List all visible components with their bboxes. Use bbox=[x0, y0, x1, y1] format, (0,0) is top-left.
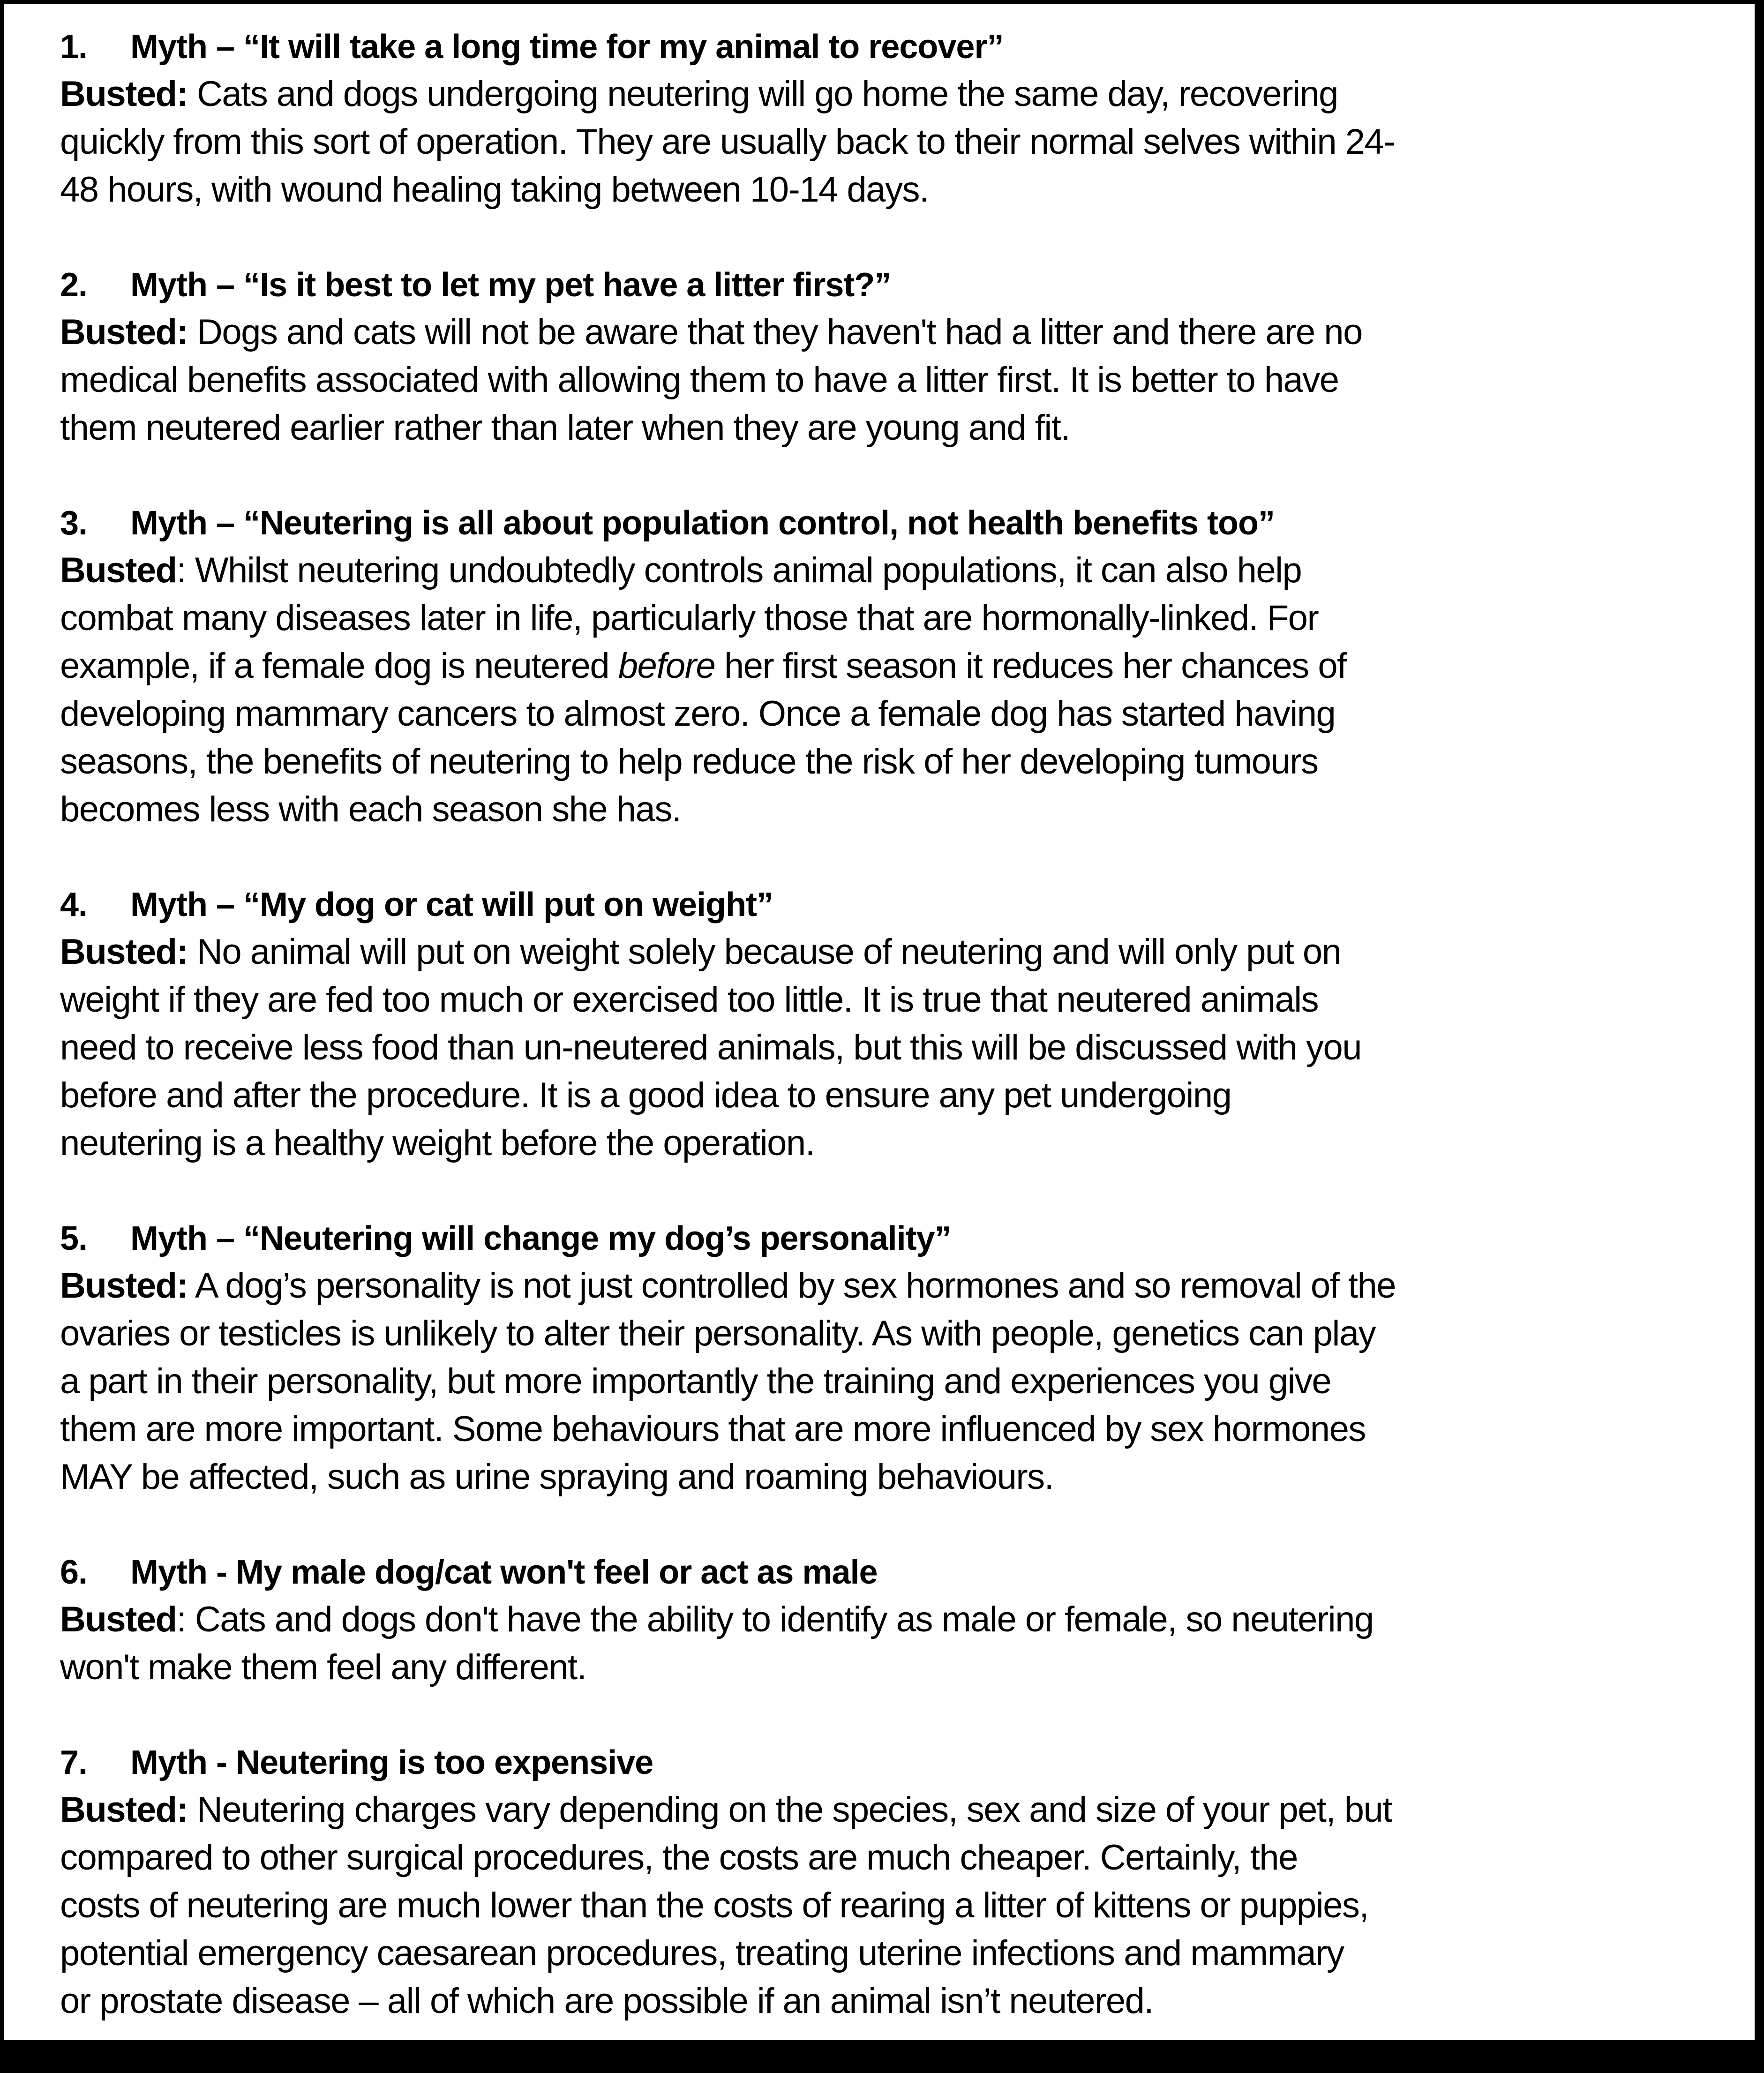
myth-item-5 bbox=[60, 1215, 1729, 1501]
busted-line bbox=[60, 70, 1729, 118]
body-line: compared to other surgical procedures, the costs are much cheaper. Certainly, the bbox=[60, 1838, 1298, 1878]
body-text: example, if a female dog is neutered bbox=[60, 646, 618, 686]
body-line: potential emergency caesarean procedures, treating uterine infections and mammary bbox=[60, 1933, 1344, 1973]
busted-line bbox=[60, 547, 1729, 594]
body-line: quickly from this sort of operation. They are usually back to their normal selves within 24- bbox=[60, 122, 1395, 162]
busted-label: Busted: bbox=[60, 74, 188, 114]
busted-text: No animal will put on weight solely because of neutering and will only put on bbox=[188, 932, 1341, 972]
myth-title: Myth – “My dog or cat will put on weight” bbox=[130, 886, 773, 924]
myth-heading bbox=[60, 262, 1729, 308]
emphasis-text: before bbox=[618, 646, 715, 686]
body-line: won't make them feel any different. bbox=[60, 1647, 586, 1687]
busted-label: Busted: bbox=[60, 1266, 188, 1306]
body-line: costs of neutering are much lower than the costs of rearing a litter of kittens or puppies, bbox=[60, 1885, 1369, 1925]
myth-heading bbox=[60, 1549, 1729, 1596]
busted-line bbox=[60, 1786, 1729, 1834]
body-line: seasons, the benefits of neutering to help reduce the risk of her developing tumours bbox=[60, 742, 1318, 781]
myth-title: Myth - Neutering is too expensive bbox=[130, 1744, 653, 1781]
body-line: need to receive less food than un-neutered animals, but this will be discussed with you bbox=[60, 1028, 1362, 1067]
busted-label: Busted bbox=[60, 1600, 177, 1639]
myth-heading bbox=[60, 881, 1729, 928]
busted-text: A dog’s personality is not just controlled by sex hormones and so removal of the bbox=[188, 1266, 1396, 1306]
body-line: weight if they are fed too much or exercised too little. It is true that neutered animals bbox=[60, 980, 1319, 1020]
busted-text: Neutering charges vary depending on the species, sex and size of your pet, but bbox=[188, 1790, 1392, 1830]
myth-number: 6. bbox=[60, 1554, 88, 1591]
busted-text: Cats and dogs don't have the ability to identify as male or female, so neutering bbox=[186, 1600, 1374, 1639]
body-line: or prostate disease – all of which are possible if an animal isn’t neutered. bbox=[60, 1981, 1154, 2021]
body-line: becomes less with each season she has. bbox=[60, 789, 681, 829]
myth-item-6 bbox=[60, 1549, 1729, 1691]
body-line: developing mammary cancers to almost zero. Once a female dog has started having bbox=[60, 694, 1336, 734]
busted-text: Dogs and cats will not be aware that they haven't had a litter and there are no bbox=[188, 312, 1362, 352]
busted-line bbox=[60, 928, 1729, 976]
myths-list bbox=[60, 23, 1729, 2073]
myth-heading bbox=[60, 500, 1729, 547]
busted-line bbox=[60, 308, 1729, 356]
myth-number: 3. bbox=[60, 504, 88, 542]
myth-title: Myth – “Neutering is all about population control, not health benefits too” bbox=[130, 504, 1275, 542]
body-line: before and after the procedure. It is a good idea to ensure any pet undergoing bbox=[60, 1075, 1231, 1115]
myth-number: 7. bbox=[60, 1744, 88, 1781]
body-line: 48 hours, with wound healing taking between 10-14 days. bbox=[60, 170, 929, 210]
myth-title: Myth – “Is it best to let my pet have a litter first?” bbox=[130, 266, 891, 304]
myth-item-7 bbox=[60, 1739, 1729, 2025]
busted-text: Whilst neutering undoubtedly controls animal populations, it can also help bbox=[186, 550, 1302, 590]
body-line: combat many diseases later in life, particularly those that are hormonally-linked. For bbox=[60, 598, 1319, 638]
busted-label: Busted: bbox=[60, 932, 188, 972]
busted-line bbox=[60, 1262, 1729, 1310]
document-page bbox=[4, 4, 1755, 2040]
body-line: a part in their personality, but more importantly the training and experiences you give bbox=[60, 1361, 1331, 1401]
busted-label: Busted: bbox=[60, 312, 188, 352]
myth-number: 2. bbox=[60, 266, 88, 304]
busted-colon: : bbox=[176, 550, 186, 590]
body-line: them neutered earlier rather than later when they are young and fit. bbox=[60, 408, 1070, 448]
busted-line bbox=[60, 1596, 1729, 1644]
myth-number: 5. bbox=[60, 1220, 88, 1257]
myth-title: Myth – “It will take a long time for my animal to recover” bbox=[130, 28, 1004, 66]
myth-number: 1. bbox=[60, 28, 88, 66]
body-line: ovaries or testicles is unlikely to alter their personality. As with people, genetics can play bbox=[60, 1314, 1376, 1353]
busted-label: Busted: bbox=[60, 1790, 188, 1830]
myth-heading bbox=[60, 1215, 1729, 1262]
myth-item-3 bbox=[60, 500, 1729, 834]
body-text: her first season it reduces her chances of bbox=[715, 646, 1346, 686]
body-line bbox=[60, 642, 1729, 690]
body-line: medical benefits associated with allowing them to have a litter first. It is better to have bbox=[60, 360, 1339, 400]
busted-colon: : bbox=[176, 1600, 186, 1639]
myth-heading bbox=[60, 23, 1729, 70]
busted-label: Busted bbox=[60, 550, 177, 590]
myth-title: Myth – “Neutering will change my dog’s personality” bbox=[130, 1220, 951, 1257]
myth-item-1 bbox=[60, 23, 1729, 214]
myth-number: 4. bbox=[60, 886, 88, 924]
myth-heading bbox=[60, 1739, 1729, 1786]
myth-item-4 bbox=[60, 881, 1729, 1167]
body-line: neutering is a healthy weight before the operation. bbox=[60, 1123, 815, 1163]
body-line: MAY be affected, such as urine spraying and roaming behaviours. bbox=[60, 1457, 1054, 1497]
body-line: them are more important. Some behaviours that are more influenced by sex hormones bbox=[60, 1409, 1366, 1449]
myth-item-2 bbox=[60, 262, 1729, 452]
busted-text: Cats and dogs undergoing neutering will go home the same day, recovering bbox=[188, 74, 1338, 114]
myth-title: Myth - My male dog/cat won't feel or act as male bbox=[130, 1554, 878, 1591]
